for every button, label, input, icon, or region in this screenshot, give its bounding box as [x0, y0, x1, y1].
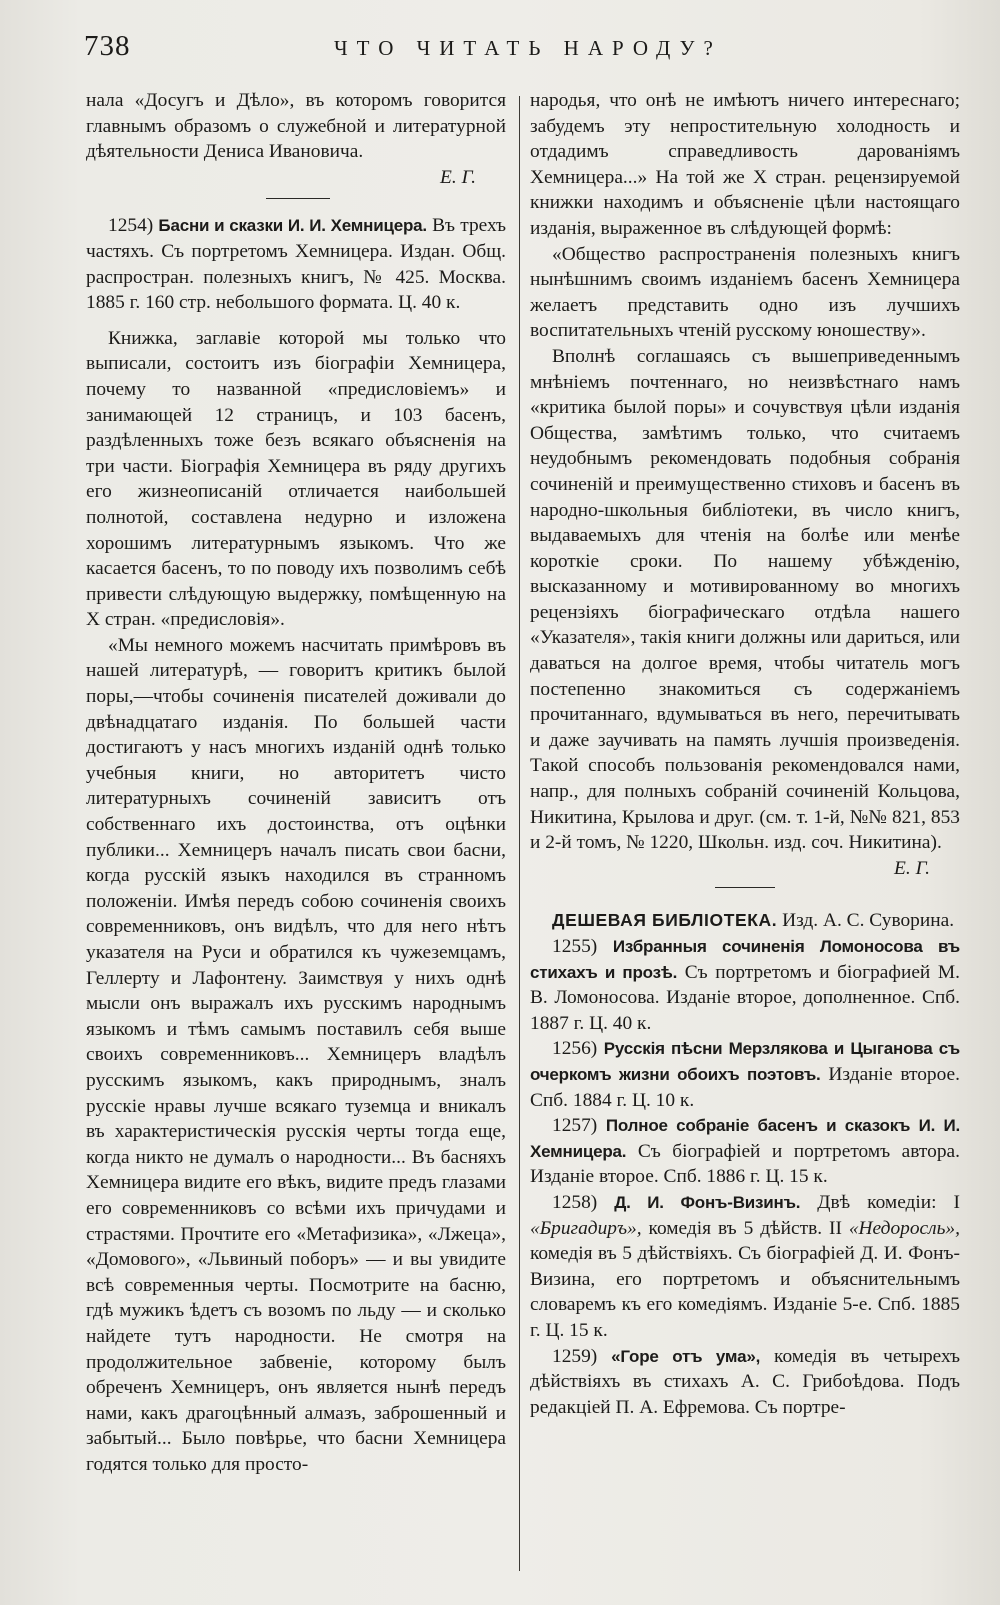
right-paragraph-1: народья, что онѣ не имѣютъ ничего интереснаго; забудемъ эту непростительную холодность и отдадимъ справедливость дарованіямъ Хемницера...» На той же X стран. рецензируемой книжки находимъ и объясненіе цѣли настоящаго изданія, выраженное въ слѣдующей формѣ:: [530, 90, 960, 239]
entry-title: Избранныя сочиненія Ломоносова въ стихахъ и прозѣ.: [530, 937, 960, 982]
entry-title: Русскія пѣсни Мерзлякова и Цыганова съ очеркомъ жизни обоихъ поэтовъ.: [530, 1039, 960, 1084]
page-header: [84, 30, 960, 70]
right-paragraph-2: «Общество распространенія полезныхъ книгъ нынѣшнимъ своимъ изданіемъ басенъ Хемницера желаетъ представить одно изъ лучшихъ воспитательныхъ чтеній русскому юношеству».: [530, 243, 960, 342]
entry-title: «Горе отъ ума»,: [611, 1346, 761, 1366]
entry-title: Басни и сказки И. И. Хемницера.: [158, 216, 427, 236]
right-paragraph-3: Вполнѣ соглашаясь съ вышеприведеннымъ мнѣніемъ почтеннаго, но неизвѣстнаго намъ «критика былой поры» и сочувствуя цѣли изданія Общества, замѣтимъ только, что считаемъ неудобнымъ рекомендовать подобныя собранія сочиненій и преимущественно стиховъ и басенъ въ народно-школьныя библіотеки, въ число книгъ, выдаваемыхъ для чтенія на болѣе или менѣе короткіе сроки. По нашему убѣжденію, высказанному и мотивированному во многихъ рецензіяхъ біографическаго отдѣла нашего «Указателя», такія книги должны или дариться, или даваться на долгое время, чтобы читатель могъ постепенно знакомиться съ содержаніемъ прочитаннаго, вдумываться въ него, перечитывать и даже заучивать на память лучшія произведенія. Такой способъ пользованія рекомендовался нами, напр., для полныхъ собраній сочиненій Кольцова, Никитина, Крылова и друг. (см. т. 1-й, №№ 821, 853 и 2-й томъ, № 1220, Школьн. изд. соч. Никитина).: [530, 345, 960, 854]
section-publisher: Изд. А. С. Суворина.: [782, 910, 955, 932]
entry-number: 1259): [552, 1345, 598, 1367]
entry-1254: [86, 213, 506, 315]
work-title-2: «Недоросль»,: [848, 1217, 960, 1239]
right-column: [530, 88, 960, 1420]
entry-description: Изданіе второе. Спб. 1884 г. Ц. 10 к.: [530, 1063, 961, 1111]
entry-description-a: Двѣ комедіи: I: [817, 1191, 960, 1213]
entry-number: 1257): [552, 1115, 598, 1137]
entry-1257: [530, 1113, 960, 1190]
entry-title: Полное собраніе басенъ и сказокъ И. И. Хемницера.: [530, 1116, 960, 1161]
entry-number: 1255): [552, 936, 598, 957]
entry-description: Съ біографіей и портретомъ автора. Изданіе второе. Спб. 1886 г. Ц. 15 к.: [530, 1140, 960, 1188]
entry-number: 1258): [552, 1191, 598, 1213]
separator-rule: [715, 887, 775, 888]
entry-number: 1254): [108, 215, 154, 237]
section-heading: [530, 908, 960, 934]
signature: Е. Г.: [894, 857, 930, 879]
left-column: [86, 88, 506, 1477]
left-paragraph-2: Книжка, заглавіе которой мы только что выписали, состоитъ изъ біографіи Хемницера, почему то названной «предисловіемъ» и занимающей 12 страницъ, и 103 басенъ, раздѣленныхъ тоже безъ всякаго объясненія на три части. Біографія Хемницера въ ряду другихъ его жизнеописаній отличается наибольшей полнотой, составлена недурно и изложена хорошимъ литературнымъ языкомъ. Что же касается басенъ, то по поводу ихъ позволимъ себѣ привести слѣдующую выдержку, помѣщенную на X стран. «предисловія».: [86, 327, 506, 631]
signature: Е. Г.: [440, 166, 476, 188]
page-number: 738: [84, 30, 131, 62]
entry-1255: [530, 934, 960, 1036]
left-paragraph-1: нала «Досугъ и Дѣло», въ которомъ говорится главнымъ образомъ о служебной и литературной дѣятельности Дениса Ивановича.: [86, 90, 506, 163]
entry-number: 1256): [552, 1038, 598, 1060]
left-paragraph-3: «Мы немного можемъ насчитать примѣровъ въ нашей литературѣ, — говоритъ критикъ былой поры,—чтобы сочиненія писателей доживали до двѣнадцатаго изданія. По большей части достигаютъ у насъ многихъ изданій однѣ только учебныя книги, но авторитетъ чисто литературныхъ сочиненій зависитъ отъ собственнаго ихъ достоинства, отъ оцѣнки публики... Хемницеръ началъ писать свои басни, когда русскій языкъ находился въ странномъ положеніи. Имѣя передъ собою сочиненія своихъ современниковъ, онъ видѣлъ, что для него нѣтъ указателя на Руси и обратился къ чужеземцамъ, Геллерту и Лафонтену. Заимствуя у нихъ однѣ мысли онъ выражалъ ихъ русскимъ народнымъ языкомъ и тѣмъ самымъ поставилъ себя выше своихъ современниковъ... Хемницеръ владѣлъ русскимъ языкомъ, какъ природнымъ, зналъ русскіе нравы лучше всякаго туземца и вникалъ въ характеристическія русскія черты тогда еще, когда никто не думалъ о народности... Въ басняхъ Хемницера видите его вѣкъ, видите предъ глазами его современниковъ со всѣми ихъ причудами и страстями. Прочтите его «Метафизика», «Лжеца», «Домового», «Львиный поборъ» — и вы увидите всѣ современныя черты. Посмотрите на басню, гдѣ мужикъ ѣдетъ съ возомъ по льду — и сколько найдете тутъ народности. Не смотря на продолжительное забвеніе, которому былъ обреченъ Хемницеръ, онъ является нынѣ передъ нами, какъ драгоцѣнный алмазъ, заброшенный и забытый... Было повѣрье, что басни Хемницера годятся только для просто-: [86, 634, 506, 1475]
entry-title: Д. И. Фонъ-Визинъ.: [614, 1192, 801, 1212]
entry-1256: [530, 1036, 960, 1113]
entry-description: Въ трехъ частяхъ. Съ портретомъ Хемницера. Издан. Общ. распростран. полезныхъ книгъ, № 425. Москва. 1885 г. 160 стр. небольшого формата. Ц. 40 к.: [86, 215, 506, 314]
entry-description: комедія въ четырехъ дѣйствіяхъ въ стихахъ А. С. Грибоѣдова. Подъ редакціей П. А. Ефремова. Съ портре-: [530, 1345, 960, 1418]
running-title: ЧТО ЧИТАТЬ НАРОДУ?: [334, 36, 722, 60]
entry-description: Съ портретомъ и біографией М. В. Ломоносова. Изданіе второе, дополненное. Спб. 1887 г. Ц. 40 к.: [530, 961, 960, 1034]
column-divider: [519, 96, 520, 1571]
separator-rule: [266, 198, 330, 199]
work-title-1: «Бригадиръ»,: [530, 1217, 642, 1239]
section-title: ДЕШЕВАЯ БИБЛІОТЕКА.: [552, 910, 778, 931]
entry-description-b: комедія въ 5 дѣйств. II: [648, 1217, 842, 1239]
entry-description-c: комедія въ 5 дѣйствіяхъ. Съ біографіей Д. И. Фонъ-Визина, его портретомъ и объяснительнымъ словаремъ къ его комедіямъ. Изданіе 5-е. Спб. 1885 г. Ц. 15 к.: [530, 1243, 960, 1341]
entry-1259: [530, 1344, 960, 1421]
entry-1258: [530, 1190, 960, 1344]
